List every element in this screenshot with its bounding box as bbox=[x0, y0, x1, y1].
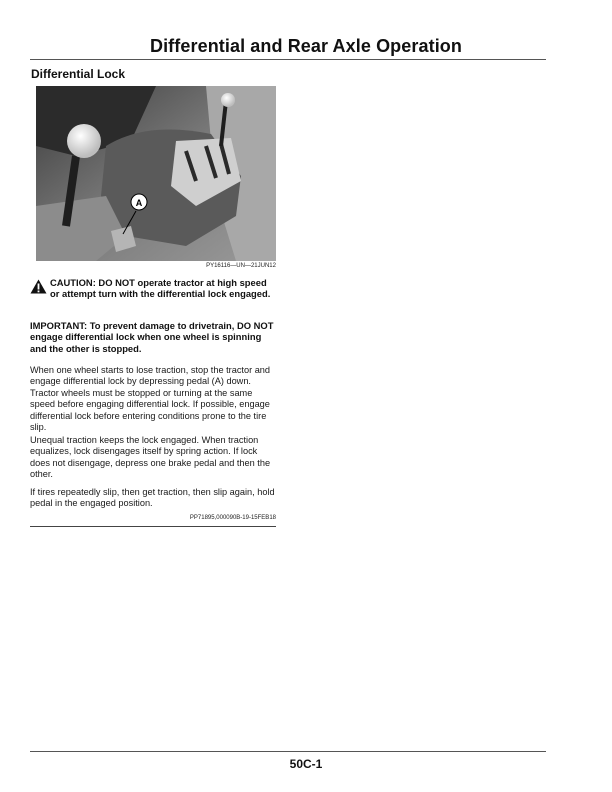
page-number: 50C-1 bbox=[289, 757, 323, 771]
important-label: IMPORTANT: bbox=[30, 320, 88, 331]
reference-divider bbox=[30, 526, 276, 527]
warning-triangle-icon bbox=[30, 279, 47, 294]
caution-text: CAUTION: DO NOT operate tractor at high speed or attempt turn with the differential lock engaged. bbox=[50, 277, 271, 300]
footer-divider bbox=[30, 751, 546, 752]
instruction-paragraph-3: If tires repeatedly slip, then get traction, then slip again, hold pedal in the engaged position. bbox=[30, 487, 275, 509]
instruction-paragraph-2: Unequal traction keeps the lock engaged. When traction equalizes, lock disengages itself by spring action. If lock does not disengage, depress one brake pedal and then the other. bbox=[30, 435, 271, 480]
figure-caption: PY16116—UN—21JUN12 bbox=[206, 263, 276, 269]
title-divider bbox=[30, 59, 546, 60]
differential-lock-photo bbox=[36, 86, 276, 261]
important-notice bbox=[30, 320, 278, 354]
instruction-paragraph-1: When one wheel starts to lose traction, stop the tractor and engage differential lock by depressing pedal (A) down. Tractor wheels must be stopped or turning at the same speed before engaging differential lock. If possible, engage differential lock before entering conditions prone to the tire slip. bbox=[30, 365, 271, 433]
callout-a-label: A bbox=[135, 198, 143, 208]
section-heading: Differential Lock bbox=[31, 67, 126, 81]
page-title: Differential and Rear Axle Operation bbox=[149, 36, 462, 56]
important-text: To prevent damage to drivetrain, DO NOT engage differential lock when one wheel is spinning and the other is stopped. bbox=[30, 320, 274, 354]
reference-code: PP71895,000090B-19-15FEB18 bbox=[189, 515, 276, 521]
